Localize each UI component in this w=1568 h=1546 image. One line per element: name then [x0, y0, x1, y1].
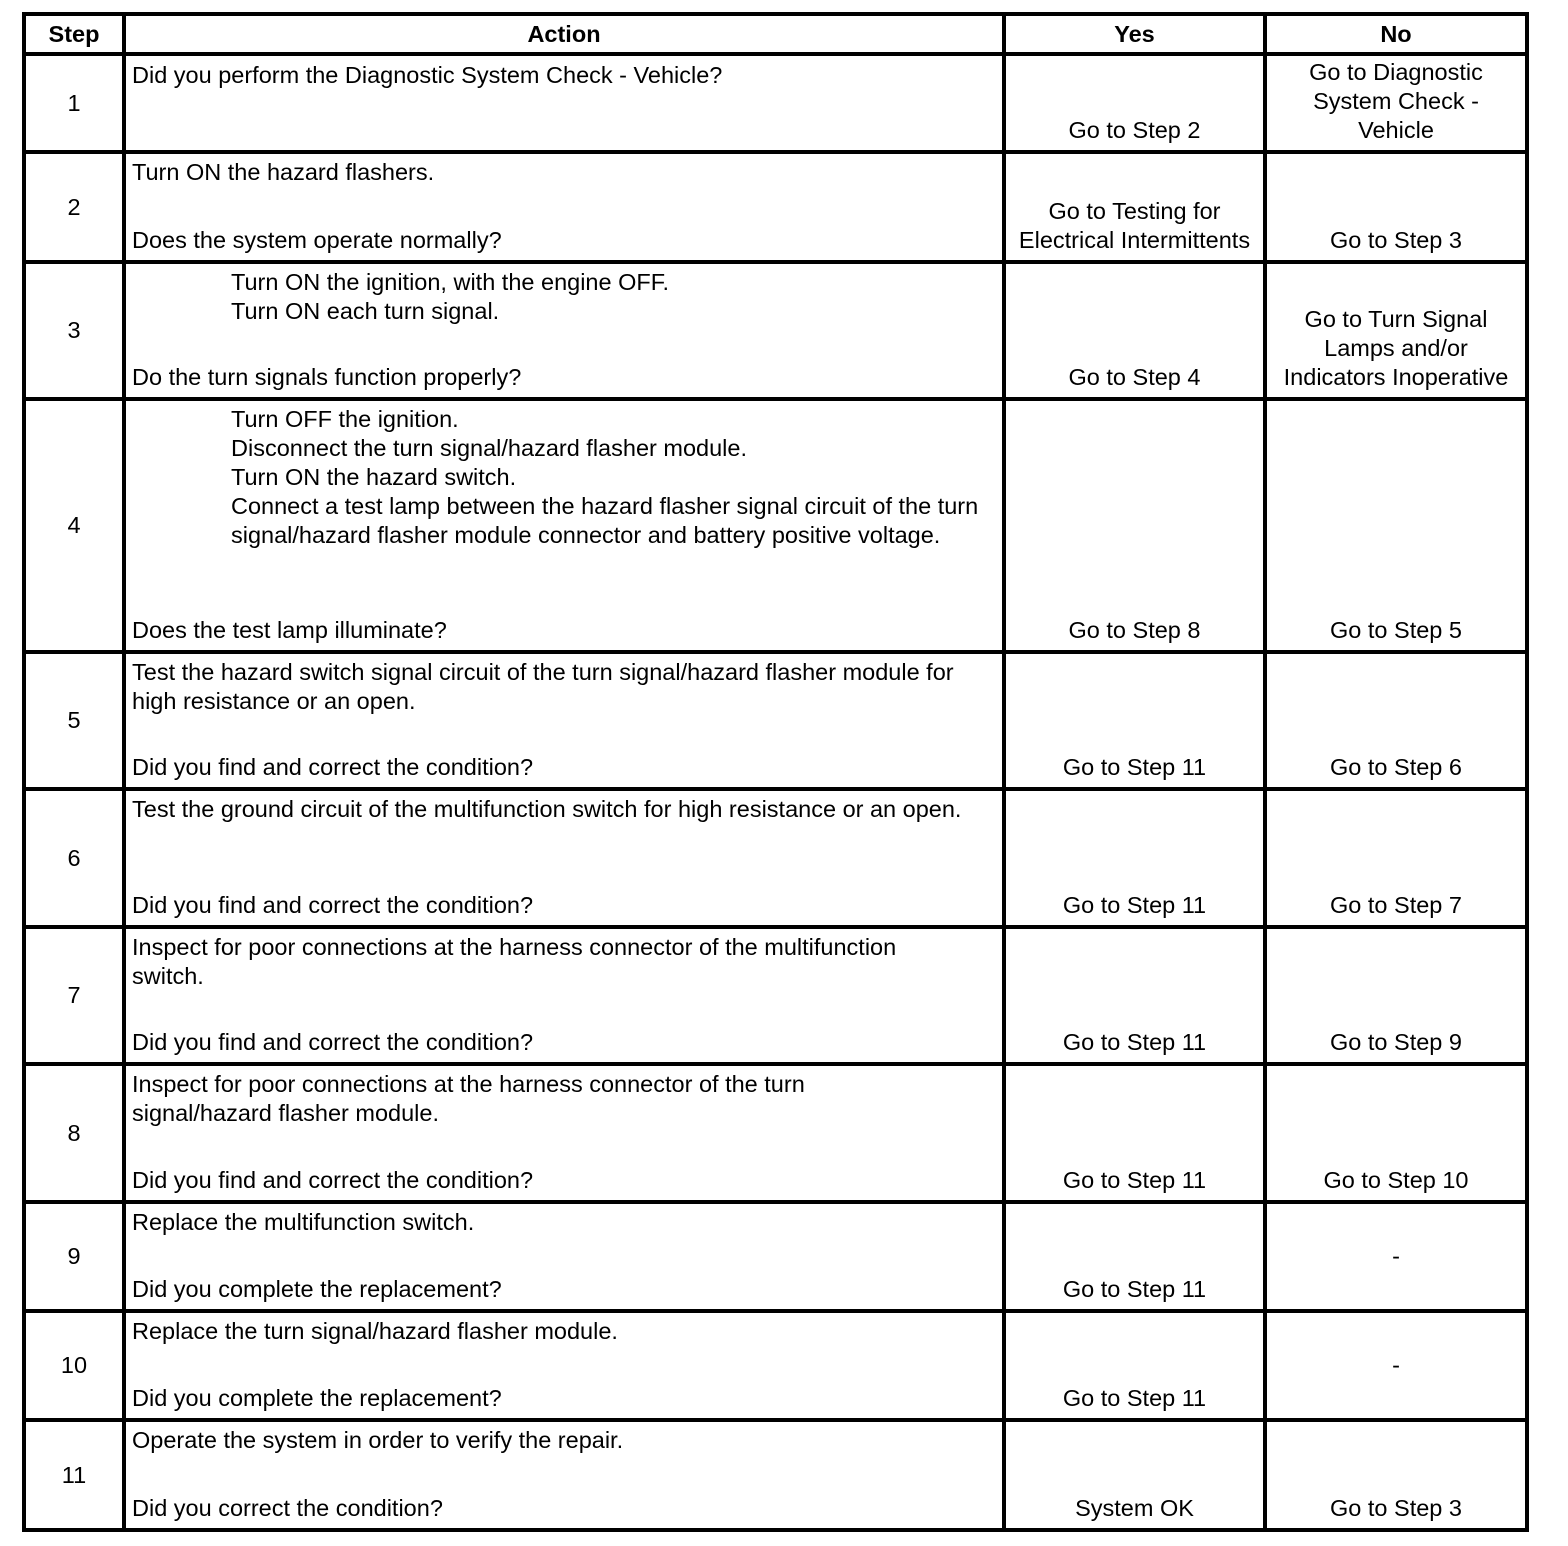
action-question: Did you complete the replacement? [132, 1385, 502, 1411]
no-cell: - [1265, 1311, 1527, 1420]
action-step: Turn ON the ignition, with the engine OFF. [231, 269, 670, 295]
action-question: Did you find and correct the condition? [132, 1029, 534, 1055]
action-cell [124, 789, 1004, 927]
no-cell: - [1265, 1202, 1527, 1311]
action-text: Replace the multifunction switch. [132, 1209, 475, 1235]
action-cell [124, 1420, 1004, 1530]
no-cell: Go to Step 10 [1265, 1064, 1527, 1202]
step-number: 10 [24, 1311, 124, 1420]
action-cell [124, 54, 1004, 152]
step-number: 3 [24, 262, 124, 399]
action-question: Do the turn signals function properly? [132, 364, 522, 390]
step-number: 11 [24, 1420, 124, 1530]
no-cell: Go to Step 3 [1265, 1420, 1527, 1530]
step-number: 8 [24, 1064, 124, 1202]
action-steps-list [132, 268, 1002, 326]
header-step: Step [24, 14, 124, 54]
header-row [24, 14, 1527, 54]
step-number: 2 [24, 152, 124, 262]
action-cell [124, 399, 1004, 652]
action-text: Turn ON the hazard flashers. [132, 159, 435, 185]
action-question: Does the system operate normally? [132, 227, 502, 253]
yes-cell: Go to Step 11 [1004, 1311, 1265, 1420]
no-cell: Go to Diagnostic System Check - Vehicle [1265, 54, 1527, 152]
table-row [24, 152, 1527, 262]
action-text: Operate the system in order to verify the repair. [132, 1427, 624, 1453]
action-text: Inspect for poor connections at the harness connector of the turn signal/hazard flasher module. [132, 1071, 805, 1126]
table-row [24, 927, 1527, 1064]
action-cell [124, 152, 1004, 262]
diagnostic-table [22, 12, 1529, 1532]
step-number: 4 [24, 399, 124, 652]
action-question: Did you find and correct the condition? [132, 1167, 534, 1193]
table-row [24, 1420, 1527, 1530]
table-row [24, 399, 1527, 652]
table-row [24, 1202, 1527, 1311]
yes-cell: Go to Step 11 [1004, 789, 1265, 927]
yes-cell: Go to Step 4 [1004, 262, 1265, 399]
action-step: Turn ON each turn signal. [231, 298, 500, 324]
yes-cell: Go to Step 11 [1004, 1064, 1265, 1202]
action-text: Inspect for poor connections at the harness connector of the multifunction switch. [132, 934, 897, 989]
action-step: Disconnect the turn signal/hazard flasher module. [231, 435, 747, 461]
no-cell: Go to Step 6 [1265, 652, 1527, 789]
action-question: Did you find and correct the condition? [132, 892, 534, 918]
action-question: Did you find and correct the condition? [132, 754, 534, 780]
no-cell: Go to Step 5 [1265, 399, 1527, 652]
action-step: Connect a test lamp between the hazard flasher signal circuit of the turn signal/hazard flasher module connector and battery positive voltage. [231, 493, 979, 548]
yes-cell: Go to Step 2 [1004, 54, 1265, 152]
action-question: Did you correct the condition? [132, 1495, 443, 1521]
no-cell: Go to Turn Signal Lamps and/or Indicators Inoperative [1265, 262, 1527, 399]
no-cell: Go to Step 3 [1265, 152, 1527, 262]
header-action: Action [124, 14, 1004, 54]
table-row [24, 262, 1527, 399]
action-cell [124, 652, 1004, 789]
action-cell [124, 1311, 1004, 1420]
table-row [24, 789, 1527, 927]
step-number: 9 [24, 1202, 124, 1311]
yes-cell: Go to Step 11 [1004, 652, 1265, 789]
action-cell [124, 262, 1004, 399]
yes-cell: System OK [1004, 1420, 1265, 1530]
action-cell [124, 927, 1004, 1064]
yes-cell: Go to Step 11 [1004, 927, 1265, 1064]
action-cell [124, 1064, 1004, 1202]
no-cell: Go to Step 9 [1265, 927, 1527, 1064]
step-number: 1 [24, 54, 124, 152]
table-row [24, 54, 1527, 152]
action-text: Test the ground circuit of the multifunction switch for high resistance or an open. [132, 796, 962, 822]
action-step: Turn OFF the ignition. [231, 406, 459, 432]
action-text: Did you perform the Diagnostic System Check - Vehicle? [132, 62, 723, 88]
header-no: No [1265, 14, 1527, 54]
action-steps-list [132, 405, 1002, 550]
yes-cell: Go to Testing for Electrical Intermittents [1004, 152, 1265, 262]
table-row [24, 1064, 1527, 1202]
no-cell: Go to Step 7 [1265, 789, 1527, 927]
action-question: Does the test lamp illuminate? [132, 617, 447, 643]
step-number: 7 [24, 927, 124, 1064]
table-row [24, 1311, 1527, 1420]
action-text: Test the hazard switch signal circuit of the turn signal/hazard flasher module for high resistance or an open. [132, 659, 954, 714]
header-yes: Yes [1004, 14, 1265, 54]
action-question: Did you complete the replacement? [132, 1276, 502, 1302]
action-text: Replace the turn signal/hazard flasher module. [132, 1318, 618, 1344]
step-number: 5 [24, 652, 124, 789]
action-step: Turn ON the hazard switch. [231, 464, 517, 490]
yes-cell: Go to Step 11 [1004, 1202, 1265, 1311]
action-cell [124, 1202, 1004, 1311]
table-row [24, 652, 1527, 789]
yes-cell: Go to Step 8 [1004, 399, 1265, 652]
step-number: 6 [24, 789, 124, 927]
